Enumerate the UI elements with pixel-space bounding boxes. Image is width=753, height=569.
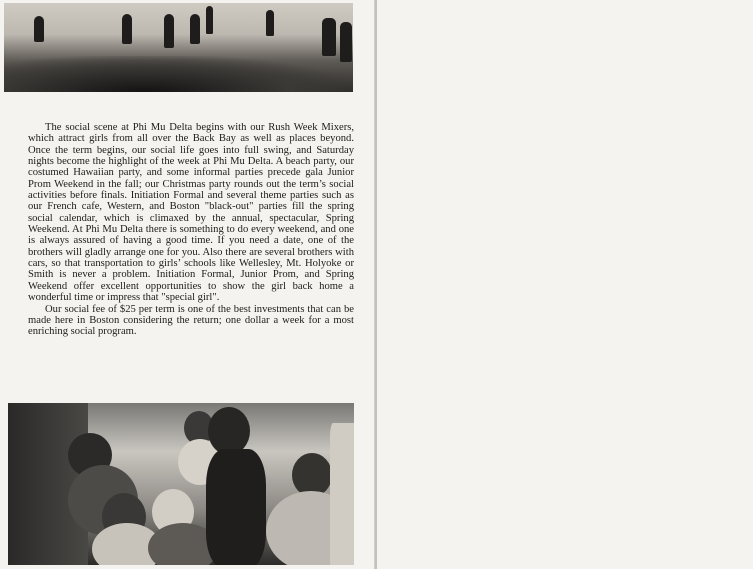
beach-party-photo	[4, 3, 353, 92]
right-page	[377, 0, 753, 569]
dance-party-photo	[8, 403, 354, 565]
paragraph-social-fee: Our social fee of $25 per term is one of the best investments that can be made here in Boston considering the return; one dollar a week for a most enriching social program.	[28, 303, 354, 338]
left-page	[0, 0, 376, 569]
paragraph-social-scene: The social scene at Phi Mu Delta begins with our Rush Week Mixers, which attract girls from all over the Back Bay as well as places beyond. Once the term begins, our social life goes into full swing, and Saturday nights become the highlight of the week at Phi Mu Delta. A beach party, our costumed Hawaiian party, and some informal parties precede gala Junior Prom Weekend in the fall; our Christmas party rounds out the term’s social activities before finals. Initiation Formal and several theme parties such as our French cafe, Western, and Boston "black-out" parties fill the spring social calendar, which is climaxed by the annual, spectacular, Spring Weekend. At Phi Mu Delta there is something to do every weekend, and one is always assured of having a good time. If you need a date, one of the brothers will gladly arrange one for you. Also there are several brothers with cars, so that transportation to girls’ schools like Wellesley, Mt. Holyoke or Smith is never a problem. Initiation Formal, Junior Prom, and Spring Weekend offer excellent opportunities to show the girl back home a wonderful time or impress that "special girl".	[28, 122, 354, 304]
social-scene-text	[28, 122, 354, 338]
